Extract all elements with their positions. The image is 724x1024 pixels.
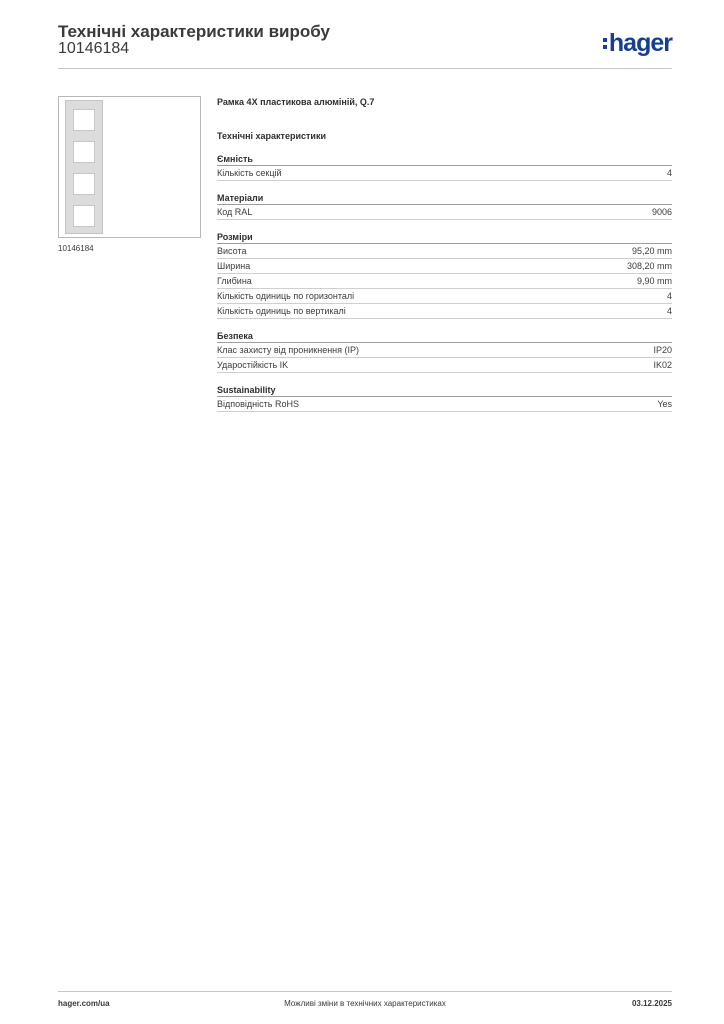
section-dimensions bbox=[217, 231, 672, 319]
section-title: Ємність bbox=[217, 153, 672, 166]
spec-value: 4 bbox=[666, 291, 672, 301]
spec-content bbox=[217, 96, 672, 412]
spec-label: Кількість секцій bbox=[217, 168, 282, 178]
frame-section bbox=[73, 173, 95, 195]
section-materials bbox=[217, 192, 672, 220]
spec-value: Yes bbox=[657, 399, 672, 409]
section-capacity bbox=[217, 153, 672, 181]
frame-section bbox=[73, 109, 95, 131]
section-title: Безпека bbox=[217, 330, 672, 343]
spec-label: Кількість одиниць по вертикалі bbox=[217, 306, 346, 316]
spec-value: 4 bbox=[666, 168, 672, 178]
spec-label: Висота bbox=[217, 246, 247, 256]
section-title: Матеріали bbox=[217, 192, 672, 205]
spec-label: Код RAL bbox=[217, 207, 253, 217]
spec-row bbox=[217, 244, 672, 259]
spec-label: Клас захисту від проникнення (IP) bbox=[217, 345, 360, 355]
spec-value: 4 bbox=[666, 306, 672, 316]
section-safety bbox=[217, 330, 672, 373]
document-title: Технічні характеристики виробу bbox=[58, 22, 330, 41]
section-sustainability bbox=[217, 384, 672, 412]
frame-section bbox=[73, 205, 95, 227]
spec-value: IP20 bbox=[653, 345, 672, 355]
spec-value: 9006 bbox=[651, 207, 672, 217]
spec-label: Кількість одиниць по горизонталі bbox=[217, 291, 355, 301]
hager-logo bbox=[603, 28, 672, 58]
spec-label: Ширина bbox=[217, 261, 251, 271]
spec-value: 308,20 mm bbox=[626, 261, 672, 271]
page-footer bbox=[58, 991, 672, 1012]
product-name: Рамка 4X пластикова алюміній, Q.7 bbox=[217, 97, 375, 107]
spec-row bbox=[217, 205, 672, 220]
logo-mark-icon bbox=[603, 38, 607, 49]
spec-label: Глибина bbox=[217, 276, 252, 286]
footer-date: 03.12.2025 bbox=[631, 999, 672, 1008]
footer-notice: Можливі зміни в технічних характеристиках bbox=[284, 999, 446, 1008]
frame-illustration-icon bbox=[65, 100, 103, 234]
spec-row bbox=[217, 166, 672, 181]
spec-heading: Технічні характеристики bbox=[217, 131, 326, 141]
product-image bbox=[58, 96, 201, 238]
page-header bbox=[58, 20, 672, 69]
spec-row bbox=[217, 358, 672, 373]
spec-label: Ударостійкість IK bbox=[217, 360, 289, 370]
section-title: Розміри bbox=[217, 231, 672, 244]
section-title: Sustainability bbox=[217, 384, 672, 397]
frame-section bbox=[73, 141, 95, 163]
spec-value: 9,90 mm bbox=[636, 276, 672, 286]
footer-website-link[interactable]: hager.com/ua bbox=[58, 999, 110, 1008]
spec-row bbox=[217, 304, 672, 319]
spec-value: IK02 bbox=[653, 360, 672, 370]
product-code: 10146184 bbox=[58, 40, 130, 57]
logo-text: hager bbox=[608, 28, 672, 57]
spec-row bbox=[217, 259, 672, 274]
spec-row bbox=[217, 289, 672, 304]
spec-row bbox=[217, 343, 672, 358]
spec-value: 95,20 mm bbox=[631, 246, 672, 256]
spec-row bbox=[217, 274, 672, 289]
spec-row bbox=[217, 397, 672, 412]
image-caption: 10146184 bbox=[58, 244, 94, 253]
spec-label: Відповідність RoHS bbox=[217, 399, 299, 409]
